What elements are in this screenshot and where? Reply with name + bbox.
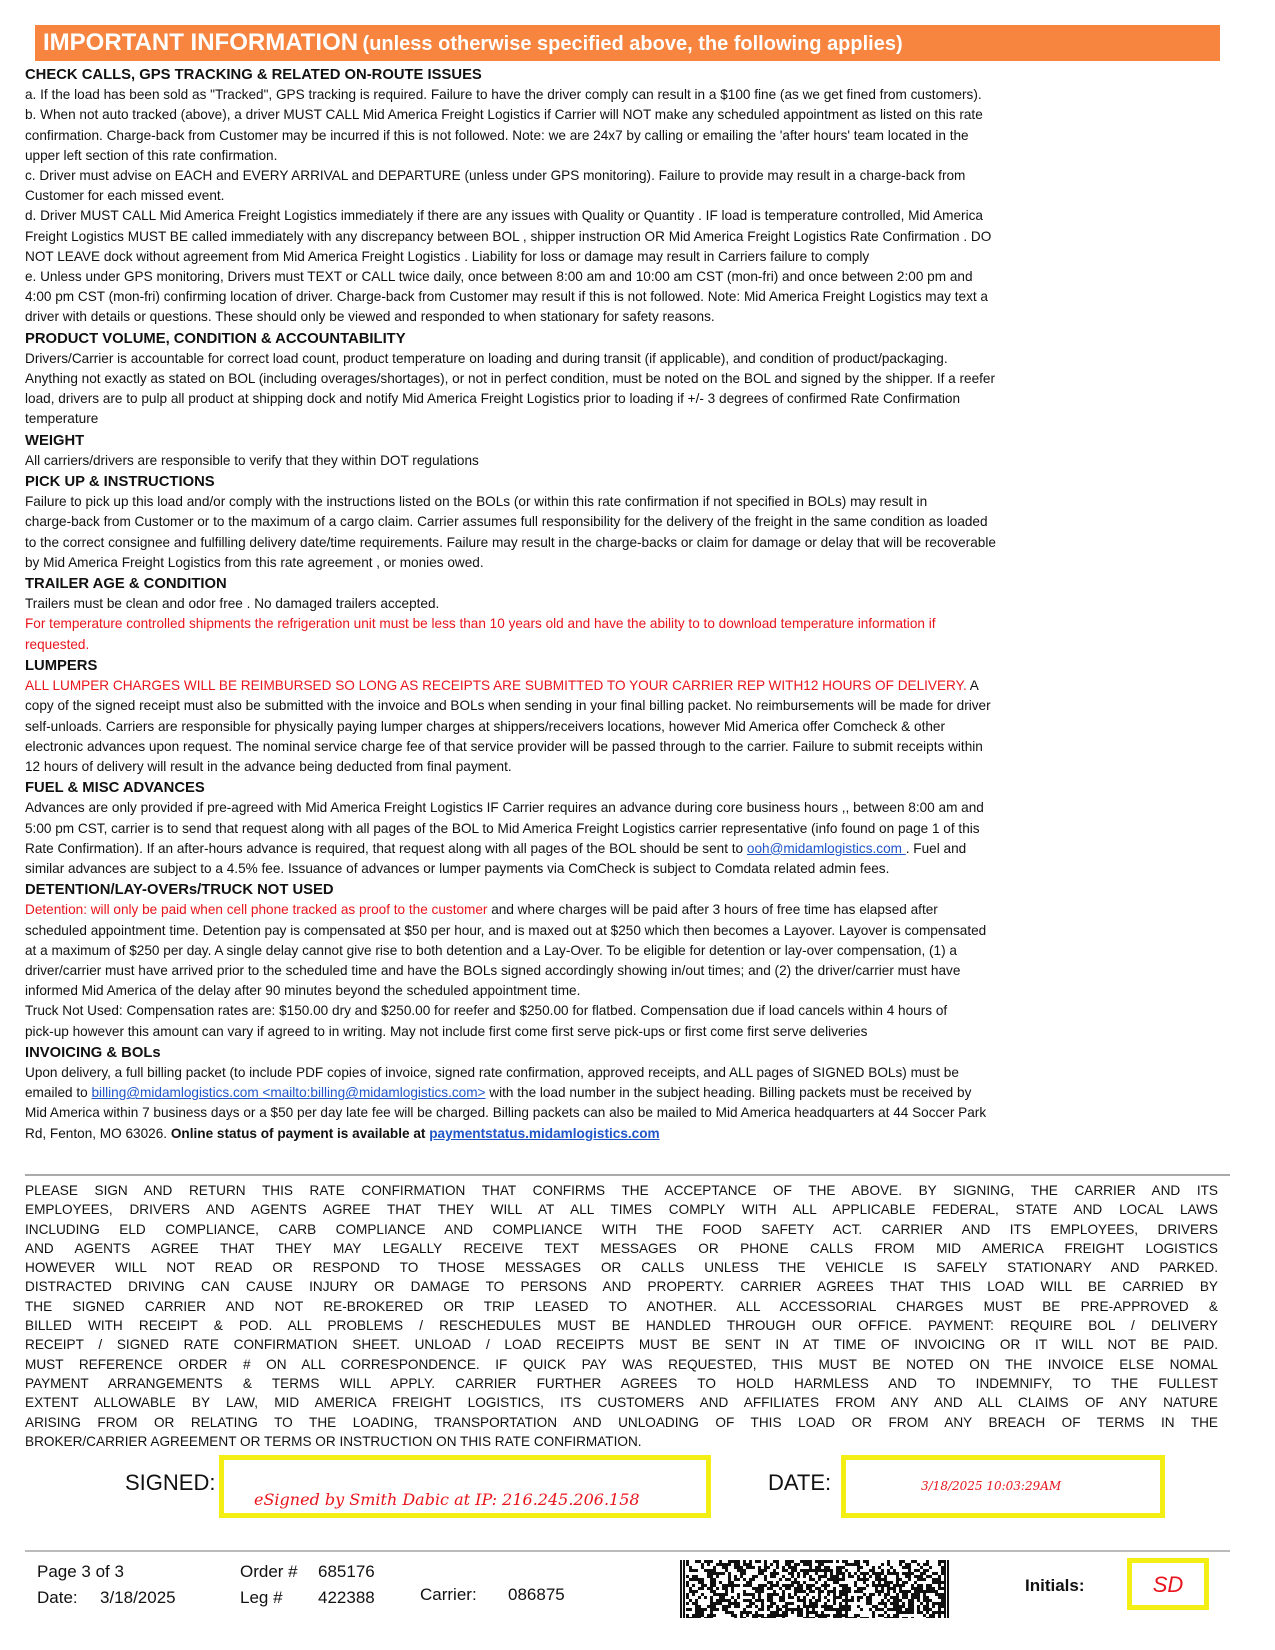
text-line: to the correct consignee and fulfilling delivery date/time requirements. Failure may result in the charge-backs or claim for damage or delay that will be recoverable [25, 534, 996, 550]
date-box[interactable] [841, 1455, 1165, 1518]
agreement-line: INCLUDING ELD COMPLIANCE, CARB COMPLIANCE AND COMPLIANCE WITH THE FOOD SAFETY ACT. CARRIER AND ITS EMPLOYEES, DRIVERS [25, 1221, 1218, 1237]
initials-value: SD [1152, 1572, 1184, 1597]
banner-title: IMPORTANT INFORMATION [43, 29, 359, 56]
text-line: charge-back from Customer or to the maximum of a cargo claim. Carrier assumes full responsibility for the delivery of the freight in the same condition as loaded [25, 514, 988, 530]
heading-invoicing: INVOICING & BOLs [25, 1044, 161, 1061]
agreement-line: MUST REFERENCE ORDER # ON ALL CORRESPONDENCE. IF QUICK PAY WAS REQUESTED, THIS MUST BE NOTED ON THE INVOICE ELSE NOMAL [25, 1356, 1218, 1372]
barcode-icon [680, 1560, 950, 1618]
text-line: e. Unless under GPS monitoring, Drivers must TEXT or CALL twice daily, once between 8:00 am and 10:00 am CST (mon-fri) and once between 2:00 pm and [25, 269, 973, 285]
leg-value: 422388 [318, 1588, 375, 1607]
agreement-line: EMPLOYEES, DRIVERS AND AGENTS AGREE THAT THEY WILL AT ALL TIMES COMPLY WITH ALL APPLICABLE FEDERAL, STATE AND LOCAL LAWS [25, 1202, 1218, 1218]
signature-box[interactable] [219, 1455, 711, 1518]
text-line: Customer for each missed event. [25, 188, 225, 204]
banner-subtitle: (unless otherwise specified above, the following applies) [362, 33, 903, 55]
heading-detention: DETENTION/LAY-OVERs/TRUCK NOT USED [25, 882, 334, 899]
heading-pickup: PICK UP & INSTRUCTIONS [25, 474, 215, 491]
text-line: informed Mid America of the delay after 90 minutes beyond the scheduled appointment time. [25, 983, 581, 999]
heading-trailer: TRAILER AGE & CONDITION [25, 576, 227, 593]
text-line: temperature [25, 411, 99, 427]
text-line: Drivers/Carrier is accountable for correct load count, product temperature on loading and during transit (if applicable), and condition of product/packaging. [25, 350, 948, 366]
agreement-line: BILLED WITH RECEIPT & POD. ALL PROBLEMS / RESCHEDULES MUST BE HANDLED THROUGH OUR OFFICE. PAYMENT: REQUIRE BOL / DELIVERY [25, 1318, 1218, 1334]
text-line: Upon delivery, a full billing packet (to include PDF copies of invoice, signed rate confirmation, approved receipts, and ALL pages of SIGNED BOLs) must be [25, 1064, 959, 1080]
text-line: 5:00 pm CST, carrier is to send that request along with all pages of the BOL to Mid America Freight Logistics carrier representative (info found on page 1 of this [25, 820, 980, 836]
agreement-line: AND AGENTS AGREE THAT THEY MAY LEGALLY RECEIVE TEXT MESSAGES OR PHONE CALLS FROM MID AMERICA FREIGHT LOGISTICS [25, 1240, 1218, 1256]
red-text: Detention: will only be paid when cell phone tracked as proof to the customer [25, 902, 488, 918]
text-line: self-unloads. Carriers are responsible for physically paying lumper charges at shippers/receivers locations, however Mid America offer Comcheck & other [25, 718, 946, 734]
agreement-line: ARISING FROM OR RELATING TO THE LOADING, TRANSPORTATION AND UNLOADING OF THIS LOAD OR FROM ANY BREACH OF TERMS IN THE [25, 1414, 1218, 1430]
text-line: 4:00 pm CST (mon-fri) confirming location of driver. Charge-back from Customer may result if this is not followed. Note: Mid America Freight Logistics may text a [25, 289, 988, 305]
text-tail: A [966, 678, 979, 694]
agreement-line: BROKER/CARRIER AGREEMENT OR TERMS OR INSTRUCTION ON THIS RATE CONFIRMATION. [25, 1433, 642, 1449]
agreement-line: EXTENT ALLOWABLE BY LAW, MID AMERICA FREIGHT LOGISTICS, ITS CUSTOMERS AND AFFILIATES FROM ANY AND ALL CLAIMS OF ANY NATURE [25, 1395, 1218, 1411]
date-value: 3/18/2025 10:03:29AM [921, 1479, 1062, 1493]
text-line: NOT LEAVE dock without agreement from Mid America Freight Logistics . Liability for loss or damage may result in Carriers failure to comply [25, 248, 870, 264]
text-line: driver with details or questions. These should only be viewed and responded to when stationary for safety reasons. [25, 309, 715, 325]
text-line: Mid America within 7 business days or a $50 per day late fee will be charged. Billing packets can also be mailed to Mid America headquarters at 44 Soccer Park [25, 1105, 987, 1121]
carrier-value: 086875 [508, 1585, 565, 1604]
text-line: Advances are only provided if pre-agreed with Mid America Freight Logistics IF Carrier requires an advance during core business hours ,, between 8:00 am and [25, 800, 984, 816]
agreement-line: PLEASE SIGN AND RETURN THIS RATE CONFIRMATION THAT CONFIRMS THE ACCEPTANCE OF THE ABOVE. BY SIGNING, THE CARRIER AND ITS [25, 1183, 1218, 1198]
terms-content [25, 64, 1125, 1144]
heading-product: PRODUCT VOLUME, CONDITION & ACCOUNTABILITY [25, 330, 406, 347]
text-line: 12 hours of delivery will result in the advance being deducted from final payment. [25, 758, 512, 774]
carrier-label: Carrier: [420, 1585, 477, 1604]
divider [25, 1550, 1230, 1552]
text-line [25, 900, 1125, 920]
text-line: a. If the load has been sold as "Tracked", GPS tracking is required. Failure to have the driver comply can result in a $100 fine (as we get fined from customers). [25, 87, 982, 103]
text-line: load, drivers are to pulp all product at shipping dock and notify Mid America Freight Logistics prior to loading if +/- 3 degrees of confirmed Rate Confirmation [25, 391, 961, 407]
text-line: copy of the signed receipt must also be submitted with the invoice and BOLs when sending in your final billing packet. No reimbursements will be made for driver [25, 698, 991, 714]
text-line [25, 676, 1125, 696]
ooh-email-link[interactable]: ooh@midamlogistics.com [746, 840, 906, 856]
text-part: . Fuel and [905, 840, 967, 856]
billing-email-link[interactable]: billing@midamlogistics.com <mailto:billing@midamlogistics.com> [91, 1085, 486, 1101]
text-line: driver/carrier must have arrived prior to the scheduled time and have the BOLs signed accordingly showing in/out times; and (2) the driver/carrier must have [25, 962, 961, 978]
page-number: Page 3 of 3 [37, 1562, 124, 1581]
agreement-line: HOWEVER WILL NOT READ OR RESPOND TO THOSE MESSAGES OR CALLS UNLESS THE VEHICLE IS SAFELY STATIONARY AND PARKED. [25, 1260, 1218, 1276]
order-label: Order # [240, 1562, 298, 1581]
text-line: c. Driver must advise on EACH and EVERY ARRIVAL and DEPARTURE (unless under GPS monitoring). Failure to provide may result in a charge-back from [25, 168, 966, 184]
text-line: Failure to pick up this load and/or comply with the instructions listed on the BOLs (or within this rate confirmation if not specified in BOLs) may result in [25, 494, 928, 510]
text-tail: and where charges will be paid after 3 hours of free time has elapsed after [487, 902, 938, 918]
text-line: d. Driver MUST CALL Mid America Freight Logistics immediately if there are any issues with Quality or Quantity . IF load is temperature controlled, Mid America [25, 208, 983, 224]
text-part: Rd, Fenton, MO 63026. [25, 1125, 171, 1141]
text-line: b. When not auto tracked (above), a driver MUST CALL Mid America Freight Logistics if Carrier will NOT make any scheduled appointment as listed on this rate [25, 107, 983, 123]
agreement-line: PAYMENT ARRANGEMENTS & TERMS WILL APPLY. CARRIER FURTHER AGREES TO HOLD HARMLESS AND TO INDEMNIFY, TO THE FULLEST [25, 1375, 1218, 1391]
heading-check-calls: CHECK CALLS, GPS TRACKING & RELATED ON-ROUTE ISSUES [25, 67, 482, 83]
text-line [25, 1083, 1125, 1103]
payment-status-link[interactable]: paymentstatus.midamlogistics.com [429, 1125, 660, 1141]
text-line: similar advances are subject to a 4.5% fee. Issuance of advances or lumper payments via ComCheck is subject to Comdata related admin fees. [25, 860, 890, 876]
text-part: Rate Confirmation). If an after-hours advance is required, that request along with all pages of the BOL should be sent to [25, 840, 747, 856]
text-line: confirmation. Charge-back from Customer may be incurred if this is not followed. Note: we are 24x7 by calling or emailing the 'after hours' team located in the [25, 127, 969, 143]
text-line: Freight Logistics MUST BE called immediately with any discrepancy between BOL , shipper instruction OR Mid America Freight Logistics Rate Confirmation . DO [25, 228, 992, 244]
text-line: pick-up however this amount can vary if agreed to in writing. May not include first come first serve pick-ups or first come first serve deliveries [25, 1023, 868, 1039]
leg-label: Leg # [240, 1588, 283, 1607]
signature-value: eSigned by Smith Dabic at IP: 216.245.206.158 [254, 1490, 640, 1509]
order-value: 685176 [318, 1562, 375, 1581]
agreement-line: DISTRACTED DRIVING CAN CAUSE INJURY OR DAMAGE TO PERSONS AND PROPERTY. CARRIER AGREES THAT THIS LOAD WILL BE CARRIED BY [25, 1279, 1218, 1295]
date-label: DATE: [768, 1470, 832, 1495]
text-line: electronic advances upon request. The nominal service charge fee of that service provider will be passed through to the carrier. Failure to submit receipts within [25, 738, 983, 754]
text-line: Trailers must be clean and odor free . No damaged trailers accepted. [25, 596, 440, 612]
text-line [25, 1124, 1125, 1144]
red-text-line: requested. [25, 636, 90, 652]
agreement-line: THE SIGNED CARRIER AND NOT RE-BROKERED OR TRIP LEASED TO ANOTHER. ALL ACCESSORIAL CHARGES MUST BE PRE-APPROVED & [25, 1298, 1218, 1314]
important-info-banner [35, 25, 1220, 61]
text-part: with the load number in the subject heading. Billing packets must be received by [485, 1085, 972, 1101]
signed-label: SIGNED: [125, 1470, 216, 1495]
text-part: emailed to [25, 1085, 92, 1101]
agreement-line: RECEIPT / SIGNED RATE CONFIRMATION SHEET. UNLOAD / LOAD RECEIPTS MUST BE SENT IN AT TIME OF INVOICING OR IT WILL NOT BE PAID. [25, 1337, 1218, 1353]
text-line: at a maximum of $250 per day. A single delay cannot give rise to both detention and a Lay-Over. To be eligible for detention or lay-over compensation, (1) a [25, 942, 957, 958]
heading-weight: WEIGHT [25, 432, 85, 449]
agreement-text [25, 1181, 1218, 1451]
bold-text: Online status of payment is available at [170, 1125, 430, 1141]
heading-lumpers: LUMPERS [25, 657, 98, 674]
text-line [25, 839, 1125, 859]
initials-label: Initials: [1025, 1576, 1085, 1595]
footer-date-label: Date: [37, 1588, 78, 1607]
text-line: Anything not exactly as stated on BOL (including overages/shortages), or not in perfect condition, must be noted on the BOL and signed by the shipper. If a reefer [25, 371, 996, 387]
red-text: ALL LUMPER CHARGES WILL BE REIMBURSED SO LONG AS RECEIPTS ARE SUBMITTED TO YOUR CARRIER REP WITH12 HOURS OF DELIVERY. [25, 678, 967, 694]
text-line: All carriers/drivers are responsible to verify that they within DOT regulations [25, 452, 479, 468]
text-line: scheduled appointment time. Detention pay is compensated at $50 per hour, and is maxed out at $250 which then becomes a Layover. Layover is compensated [25, 922, 987, 938]
initials-box[interactable] [1127, 1558, 1209, 1610]
text-line: Truck Not Used: Compensation rates are: $150.00 dry and $250.00 for reefer and $250.00 for flatbed. Compensation due if load cancels within 4 hours of [25, 1003, 948, 1019]
red-text-line: For temperature controlled shipments the refrigeration unit must be less than 10 years old and have the ability to to download temperature information if [25, 616, 936, 632]
heading-fuel: FUEL & MISC ADVANCES [25, 780, 205, 797]
text-line: by Mid America Freight Logistics from this rate agreement , or monies owed. [25, 554, 484, 570]
footer-date-value: 3/18/2025 [100, 1588, 176, 1607]
text-line: upper left section of this rate confirmation. [25, 147, 278, 163]
divider [25, 1174, 1230, 1176]
